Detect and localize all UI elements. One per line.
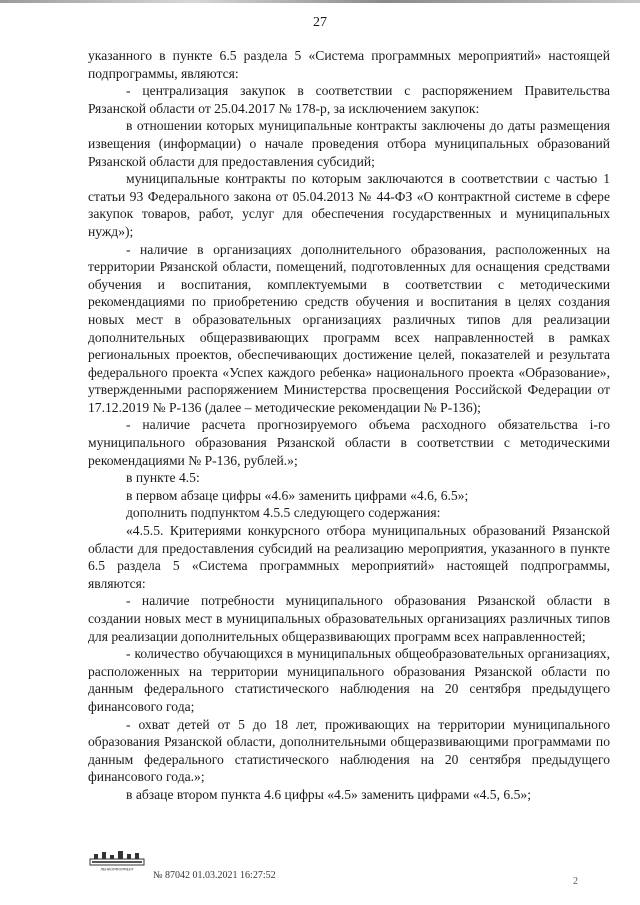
paragraph: указанного в пункте 6.5 раздела 5 «Система программных мероприятий» настоящей подпрограммы, являются: [88,48,610,81]
document-stamp: № 87042 01.03.2021 16:27:52 [153,870,276,881]
document-body [88,47,610,804]
paragraph: в отношении которых муниципальные контракты заключены до даты размещения извещения (информации) о начале проведения отбора муниципальных образований Рязанской области для предоставления субсидий; [88,118,610,169]
paragraph: в пункте 4.5: [126,470,200,486]
paragraph: дополнить подпунктом 4.5.5 следующего содержания: [126,505,441,521]
paragraph: муниципальные контракты по которым заключаются в соответствии с частью 1 статьи 93 Федерального закона от 05.04.2013 № 44-ФЗ «О контрактной системе в сфере закупок товаров, работ, услуг для обеспечения государственных и муниципальных нужд»); [88,171,610,239]
paragraph: - количество обучающихся в муниципальных общеобразовательных организациях, расположенных на территории муниципального образования Рязанской области по данным федерального статистического наблюдения на 20 сентября предыдущего финансового года; [88,646,610,714]
paragraph: - наличие потребности муниципального образования Рязанской области в создании новых мест в муниципальных образовательных организациях различных типов для реализации дополнительных общеразвивающих программ всех направленностей; [88,593,610,644]
paragraph: - наличие расчета прогнозируемого объема расходного обязательства i-го муниципального образования Рязанской области в соответствии с методическими рекомендациями № Р-136, рублей.»; [88,417,610,468]
paragraph: в абзаце втором пункта 4.6 цифры «4.5» заменить цифрами «4.5, 6.5»; [126,786,531,802]
paragraph: - централизация закупок в соответствии с распоряжением Правительства Рязанской области от 25.04.2017 № 178-р, за исключением закупок: [88,83,610,116]
page-number: 27 [313,15,327,30]
paragraph: в первом абзаце цифры «4.6» заменить цифрами «4.6, 6.5»; [126,487,469,503]
margin-mark: 2 [573,876,578,887]
svg-text:ЛЕНКОРФОРМЕНТ: ЛЕНКОРФОРМЕНТ [100,867,134,872]
printer-logo-icon [88,850,146,872]
paragraph: «4.5.5. Критериями конкурсного отбора муниципальных образований Рязанской области для предоставления субсидий на реализацию мероприятия, указанного в пункте 6.5 раздела 5 «Система программных мероприятий» настоящей подпрограммы, являются: [88,523,610,591]
scan-top-edge [0,0,640,3]
paragraph: - охват детей от 5 до 18 лет, проживающих на территории муниципального образования Рязанской области, дополнительными общеразвивающими программами по данным федерального статистического наблюдения на 20 сентября предыдущего финансового года.»; [88,716,610,785]
paragraph: - наличие в организациях дополнительного образования, расположенных на территории Рязанской области, помещений, подготовленных для оснащения средствами обучения и воспитания, комплектуемыми в соответствии с методическими рекомендациями по приобретению средств обучения и воспитания в целях создания новых мест в образовательных организациях различных типов для реализации дополнительных общеразвивающих программ всех направленностей в рамках региональных проектов, обеспечивающих достижение целей, показателей и результата федерального проекта «Успех каждого ребенка» национального проекта «Образование», утвержденными распоряжением Министерства просвещения Российской Федерации от 17.12.2019 № Р-136 (далее – методические рекомендации № Р-136); [88,241,610,415]
